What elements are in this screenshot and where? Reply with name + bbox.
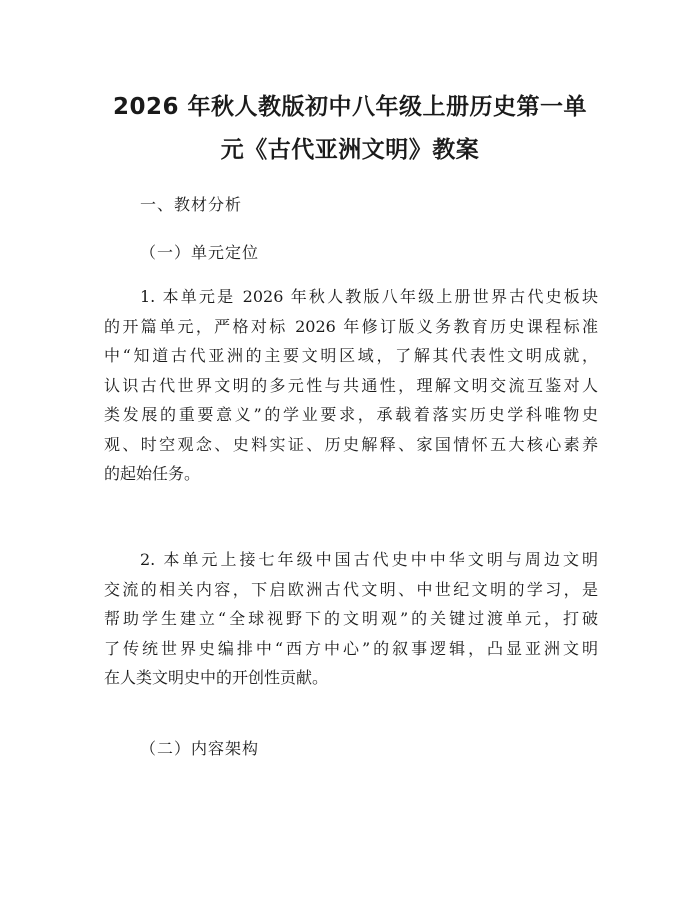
- paragraph-2-line: 帮助学生建立“全球视野下的文明观”的关键过渡单元，打破: [104, 609, 598, 628]
- paragraph-1: [104, 282, 598, 489]
- document-title-line-2: 元《古代亚洲文明》教案: [220, 137, 480, 163]
- paragraph-1-line: 1. 本单元是 2026 年秋人教版八年级上册世界古代史板块: [140, 287, 598, 306]
- subheading-content-structure: （二）内容架构: [140, 739, 260, 758]
- paragraph-2-line: 交流的相关内容，下启欧洲古代文明、中世纪文明的学习，是: [104, 579, 598, 599]
- document-title-line-1: 2026 年秋人教版初中八年级上册历史第一单: [112, 94, 588, 120]
- paragraph-1-line: 观、时空观念、史料实证、历史解释、家国情怀五大核心素养: [104, 434, 598, 454]
- paragraph-2-line: 2. 本单元上接七年级中国古代史中中华文明与周边文明: [140, 550, 598, 569]
- paragraph-1-line: 的起始任务。: [104, 464, 201, 483]
- subheading-unit-positioning: （一）单元定位: [140, 243, 260, 262]
- paragraph-2: [104, 545, 598, 693]
- paragraph-2-line: 在人类文明史中的开创性贡献。: [104, 668, 329, 687]
- paragraph-2-line: 了传统世界史编排中“西方中心”的叙事逻辑，凸显亚洲文明: [104, 638, 598, 658]
- paragraph-1-line: 的开篇单元，严格对标 2026 年修订版义务教育历史课程标准: [104, 316, 598, 336]
- paragraph-1-line: 类发展的重要意义”的学业要求，承载着落实历史学科唯物史: [104, 405, 598, 424]
- paragraph-1-line: 中“知道古代亚洲的主要文明区域，了解其代表性文明成就，: [104, 346, 598, 365]
- paragraph-1-line: 认识古代世界文明的多元性与共通性，理解文明交流互鉴对人: [104, 375, 598, 395]
- section-heading-textbook-analysis: 一、教材分析: [140, 195, 243, 214]
